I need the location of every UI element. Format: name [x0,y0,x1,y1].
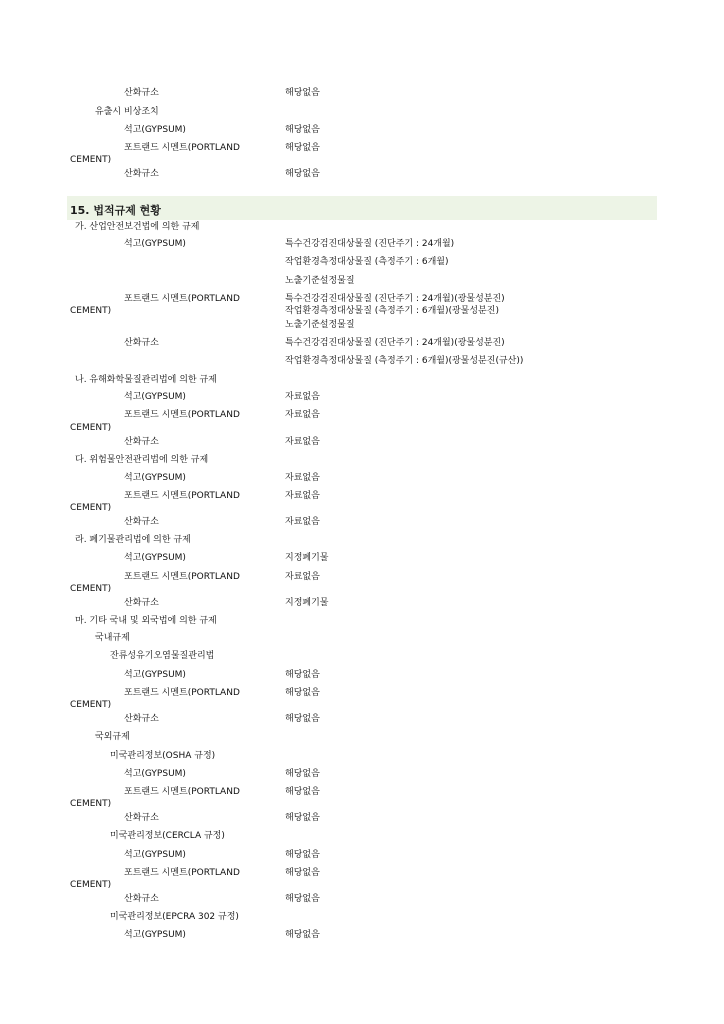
subsection-heading: 라. 폐기물관리법에 의한 규제 [75,535,191,545]
subsection-heading: 가. 산업안전보건법에 의한 규제 [75,222,200,232]
substance-name-cont: CEMENT) [70,880,112,890]
substance-name: 포트랜드 시멘트(PORTLAND [124,868,240,878]
substance-value: 해당없음 [285,930,320,940]
substance-name: 석고(GYPSUM) [124,553,186,563]
substance-name: 산화규소 [124,714,159,724]
substance-value: 노출기준설정물질 [285,320,355,330]
substance-name: 석고(GYPSUM) [124,392,186,402]
substance-name: 산화규소 [124,88,159,98]
substance-name-cont: CEMENT) [70,700,112,710]
subsection-heading: 다. 위험물안전관리법에 의한 규제 [75,455,209,465]
substance-name: 포트랜드 시멘트(PORTLAND [124,491,240,501]
substance-value: 해당없음 [285,125,320,135]
substance-value: 해당없음 [285,850,320,860]
substance-value: 해당없음 [285,143,320,153]
substance-value: 해당없음 [285,688,320,698]
substance-name: 석고(GYPSUM) [124,670,186,680]
substance-name-cont: CEMENT) [70,155,112,165]
substance-name: 포트랜드 시멘트(PORTLAND [124,688,240,698]
group-heading: 국내규제 [95,633,130,643]
substance-value: 작업환경측정대상물질 (측정주기 : 6개월)(광물성분진) [285,306,499,316]
law-heading: 미국관리정보(EPCRA 302 규정) [110,912,239,922]
substance-name: 석고(GYPSUM) [124,473,186,483]
substance-name: 포트랜드 시멘트(PORTLAND [124,410,240,420]
law-heading: 잔류성유기오염물질관리법 [110,651,215,661]
substance-name: 산화규소 [124,598,159,608]
substance-name-cont: CEMENT) [70,423,112,433]
substance-value: 지정폐기물 [285,553,329,563]
substance-name: 석고(GYPSUM) [124,125,186,135]
substance-name: 산화규소 [124,437,159,447]
substance-value: 노출기준설정물질 [285,276,355,286]
substance-value: 지정폐기물 [285,598,329,608]
substance-name: 석고(GYPSUM) [124,850,186,860]
substance-value: 자료없음 [285,437,320,447]
substance-name: 산화규소 [124,894,159,904]
substance-name: 포트랜드 시멘트(PORTLAND [124,572,240,582]
substance-value: 해당없음 [285,769,320,779]
substance-name-cont: CEMENT) [70,306,112,316]
group-heading: 국외규제 [95,732,130,742]
substance-name: 석고(GYPSUM) [124,930,186,940]
substance-name: 산화규소 [124,338,159,348]
substance-value: 자료없음 [285,392,320,402]
substance-name-cont: CEMENT) [70,584,112,594]
substance-value: 작업환경측정대상물질 (측정주기 : 6개월) [285,257,449,267]
substance-value: 해당없음 [285,894,320,904]
substance-value: 자료없음 [285,572,320,582]
spill-heading: 유출시 비상조치 [95,107,159,117]
substance-value: 특수건강검진대상물질 (진단주기 : 24개월)(광물성분진) [285,338,505,348]
section-title: 15. 법적규제 현황 [70,204,161,217]
substance-value: 해당없음 [285,88,320,98]
substance-name: 산화규소 [124,813,159,823]
substance-name-cont: CEMENT) [70,503,112,513]
substance-name: 포트랜드 시멘트(PORTLAND [124,787,240,797]
subsection-heading: 나. 유해화학물질관리법에 의한 규제 [75,375,217,385]
substance-name: 산화규소 [124,517,159,527]
law-heading: 미국관리정보(OSHA 규정) [110,751,216,761]
substance-value: 해당없음 [285,670,320,680]
substance-name-cont: CEMENT) [70,799,112,809]
substance-name: 석고(GYPSUM) [124,239,186,249]
substance-name: 포트랜드 시멘트(PORTLAND [124,143,240,153]
substance-value: 작업환경측정대상물질 (측정주기 : 6개월)(광물성분진(규산)) [285,356,524,366]
substance-value: 해당없음 [285,813,320,823]
substance-name: 포트랜드 시멘트(PORTLAND [124,294,240,304]
substance-value: 해당없음 [285,787,320,797]
substance-value: 자료없음 [285,410,320,420]
substance-value: 특수건강검진대상물질 (진단주기 : 24개월)(광물성분진) [285,294,505,304]
substance-value: 해당없음 [285,714,320,724]
substance-value: 자료없음 [285,517,320,527]
substance-value: 자료없음 [285,491,320,501]
substance-value: 해당없음 [285,169,320,179]
law-heading: 미국관리정보(CERCLA 규정) [110,831,225,841]
subsection-heading: 마. 기타 국내 및 외국법에 의한 규제 [75,616,217,626]
substance-name: 산화규소 [124,169,159,179]
substance-name: 석고(GYPSUM) [124,769,186,779]
substance-value: 특수건강검진대상물질 (진단주기 : 24개월) [285,239,455,249]
substance-value: 해당없음 [285,868,320,878]
substance-value: 자료없음 [285,473,320,483]
